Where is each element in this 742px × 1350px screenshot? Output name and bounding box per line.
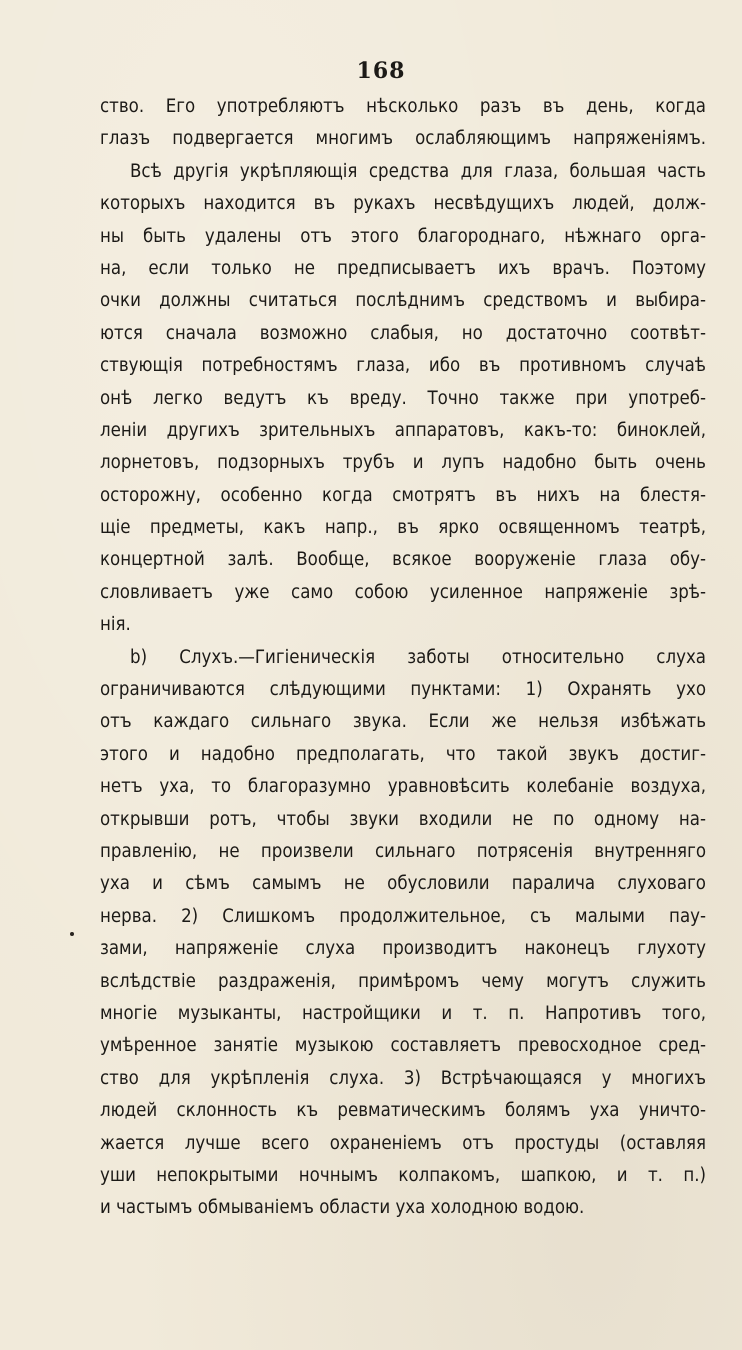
text-line: ны быть удалены отъ этого благороднаго, нѣжнаго орга- [100, 225, 706, 247]
body-text [100, 91, 706, 1225]
text-line: жается лучше всего охраненіемъ отъ простуды (оставляя [100, 1132, 706, 1154]
text-line: умѣренное занятіе музыкою составляетъ превосходное сред- [100, 1035, 706, 1057]
text-line: Всѣ другія укрѣпляющія средства для глаза, большая часть [130, 160, 706, 182]
text-line: многіе музыканты, настройщики и т. п. Напротивъ того, [100, 1002, 706, 1024]
text-line: этого и надобно предполагать, что такой звукъ достиг- [100, 743, 706, 765]
text-line: отъ каждаго сильнаго звука. Если же нельзя избѣжать [100, 711, 706, 733]
text-line: нія. [100, 614, 131, 636]
text-line: ство. Его употребляютъ нѣсколько разъ въ день, когда [100, 96, 706, 117]
section-heading-line: b) Слухъ.—Гигіеническія заботы относительно слуха [130, 646, 706, 668]
text-line: глазъ подвергается многимъ ослабляющимъ напряженіямъ. [100, 128, 706, 150]
text-line: словливаетъ уже само собою усиленное напряженіе зрѣ- [100, 581, 706, 603]
page-number: 168 [356, 58, 406, 84]
text-line: и частымъ обмываніемъ области уха холодною водою. [100, 1197, 585, 1219]
text-line: концертной залѣ. Вообще, всякое вооруженіе глаза обу- [100, 549, 706, 571]
text-line: вслѣдствіе раздраженія, примѣромъ чему могутъ служить [100, 970, 706, 992]
ink-speck [70, 932, 74, 936]
text-line: лорнетовъ, подзорныхъ трубъ и лупъ надобно быть очень [100, 452, 706, 474]
text-line: правленію, не произвели сильнаго потрясенія внутренняго [100, 840, 706, 862]
text-line: которыхъ находится въ рукахъ несвѣдущихъ людей, долж- [100, 193, 706, 215]
text-line: уши непокрытыми ночнымъ колпакомъ, шапкою, и т. п.) [100, 1164, 706, 1186]
text-line: открывши ротъ, чтобы звуки входили не по одному на- [100, 808, 706, 830]
text-line: леніи другихъ зрительныхъ аппаратовъ, какъ-то: биноклей, [100, 419, 706, 441]
text-line: онѣ легко ведутъ къ вреду. Точно также при употреб- [100, 387, 706, 409]
text-line: нетъ уха, то благоразумно уравновѣсить колебаніе воздуха, [100, 776, 706, 798]
text-line: ствующія потребностямъ глаза, ибо въ противномъ случаѣ [100, 355, 706, 377]
text-line: зами, напряженіе слуха производитъ наконецъ глухоту [100, 938, 706, 960]
text-line: щіе предметы, какъ напр., въ ярко освященномъ театрѣ, [100, 517, 706, 539]
text-line: ство для укрѣпленія слуха. 3) Встрѣчающаяся у многихъ [100, 1067, 706, 1089]
text-line: ограничиваются слѣдующими пунктами: 1) Охранять ухо [100, 679, 706, 701]
text-line: осторожну, особенно когда смотрятъ въ нихъ на блестя- [100, 484, 706, 506]
text-line: ются сначала возможно слабыя, но достаточно соотвѣт- [100, 322, 706, 344]
text-line: на, если только не предписываетъ ихъ врачъ. Поэтому [100, 257, 706, 279]
text-line: людей склонность къ ревматическимъ болямъ уха уничто- [100, 1100, 706, 1122]
text-line: уха и сѣмъ самымъ не обусловили паралича слуховаго [100, 873, 706, 895]
text-line: нерва. 2) Слишкомъ продолжительное, съ малыми пау- [100, 905, 706, 927]
text-line: очки должны считаться послѣднимъ средствомъ и выбира- [100, 290, 706, 312]
